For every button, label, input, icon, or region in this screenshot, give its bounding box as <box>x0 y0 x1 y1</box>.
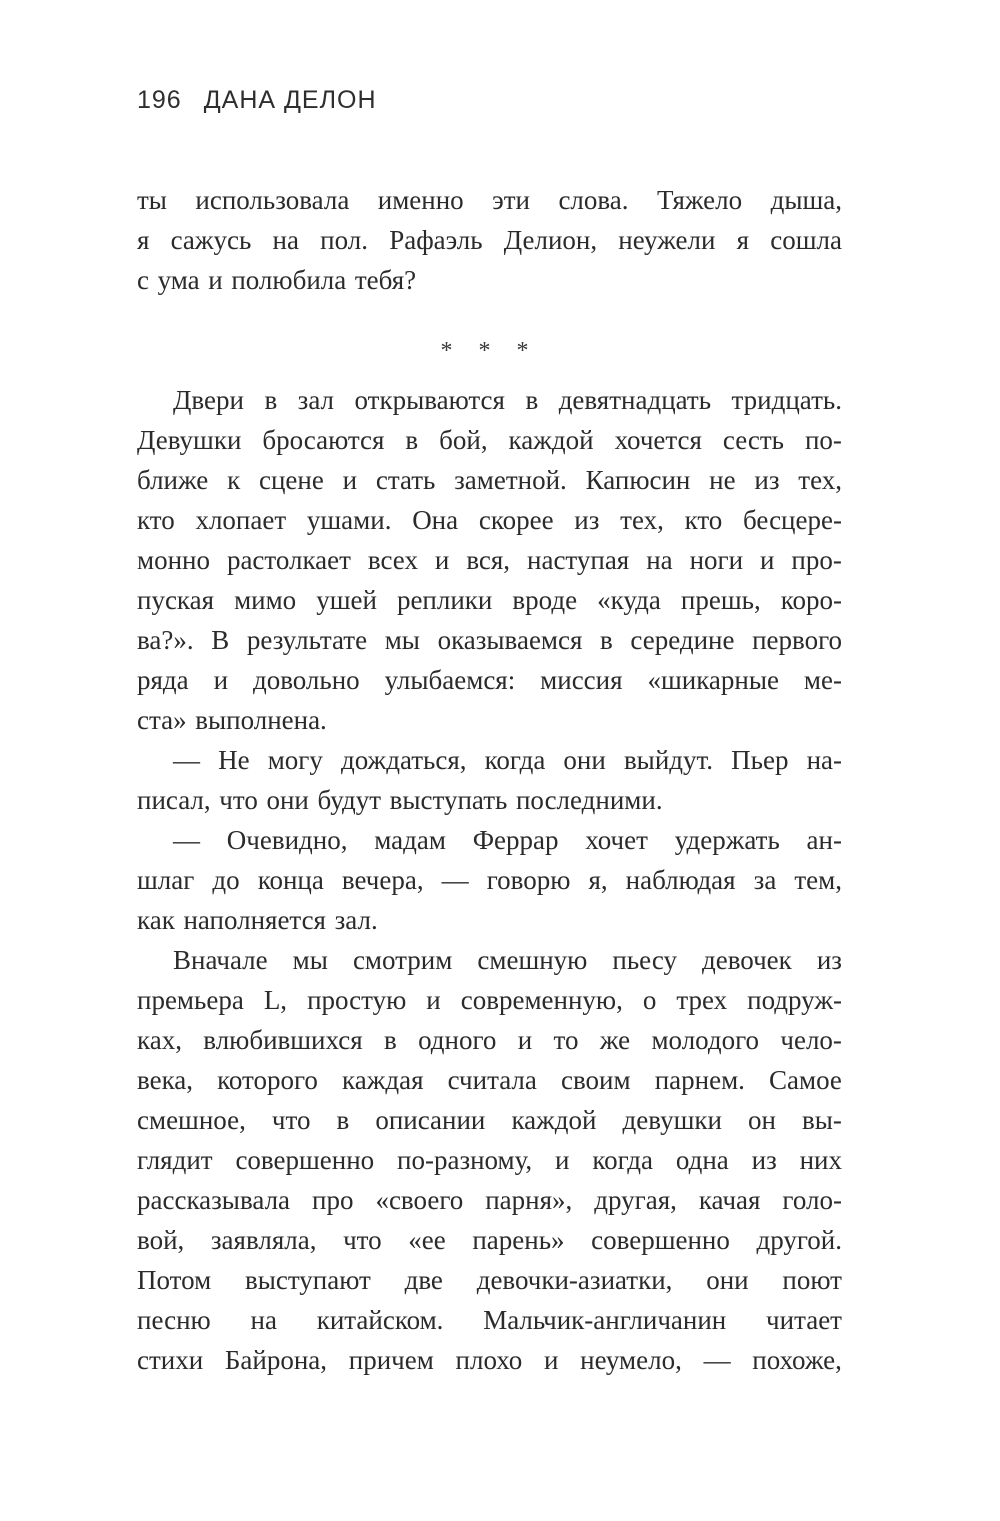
book-author: ДАНА ДЕЛОН <box>203 86 377 114</box>
running-header <box>137 86 377 115</box>
page-number: 196 <box>137 86 182 114</box>
text-line: ках, влюбившихся в одного и то же молодого чело- <box>137 1025 842 1055</box>
text-line: Потом выступают две девочки-азиатки, они поют <box>137 1265 842 1295</box>
text-line: ста» выполнена. <box>137 705 327 735</box>
paragraph-block-1 <box>137 180 842 300</box>
text-line: с ума и полюбила тебя? <box>137 265 417 295</box>
text-line: Вначале мы смотрим смешную пьесу девочек из <box>173 945 842 975</box>
text-line: ряда и довольно улыбаемся: миссия «шикарные ме- <box>137 665 842 695</box>
text-line: ближе к сцене и стать заметной. Капюсин не из тех, <box>137 465 842 495</box>
text-line: Двери в зал открываются в девятнадцать тридцать. <box>173 385 842 415</box>
text-line: премьера L, простую и современную, о трех подруж- <box>137 985 842 1015</box>
text-line: века, которого каждая считала своим парнем. Самое <box>137 1065 842 1095</box>
text-line: монно растолкает всех и вся, наступая на ноги и про- <box>137 545 842 575</box>
text-line: ты использовала именно эти слова. Тяжело дыша, <box>137 185 842 215</box>
text-line: песню на китайском. Мальчик-англичанин читает <box>137 1305 842 1335</box>
text-line: глядит совершенно по-разному, и когда одна из них <box>137 1145 842 1175</box>
text-line: ва?». В результате мы оказываемся в середине первого <box>137 625 842 655</box>
text-line: смешное, что в описании каждой девушки он вы- <box>137 1105 842 1135</box>
text-line: шлаг до конца вечера, — говорю я, наблюдая за тем, <box>137 865 842 895</box>
section-separator: * * * <box>440 338 539 364</box>
text-line: писал, что они будут выступать последними. <box>137 785 663 815</box>
paragraph-block-2 <box>137 380 842 1380</box>
text-line: — Очевидно, мадам Феррар хочет удержать ан- <box>173 825 842 855</box>
text-line: вой, заявляла, что «ее парень» совершенно другой. <box>137 1225 842 1255</box>
text-line: кто хлопает ушами. Она скорее из тех, кто бесцере- <box>137 505 842 535</box>
text-line: как наполняется зал. <box>137 905 378 935</box>
text-line: — Не могу дождаться, когда они выйдут. Пьер на- <box>173 745 842 775</box>
text-line: пуская мимо ушей реплики вроде «куда прешь, коро- <box>137 585 842 615</box>
text-line: я сажусь на пол. Рафаэль Делион, неужели я сошла <box>137 225 842 255</box>
text-line: стихи Байрона, причем плохо и неумело, — похоже, <box>137 1345 842 1375</box>
text-line: Девушки бросаются в бой, каждой хочется сесть по- <box>137 425 842 455</box>
text-line: рассказывала про «своего парня», другая, качая голо- <box>137 1185 842 1215</box>
